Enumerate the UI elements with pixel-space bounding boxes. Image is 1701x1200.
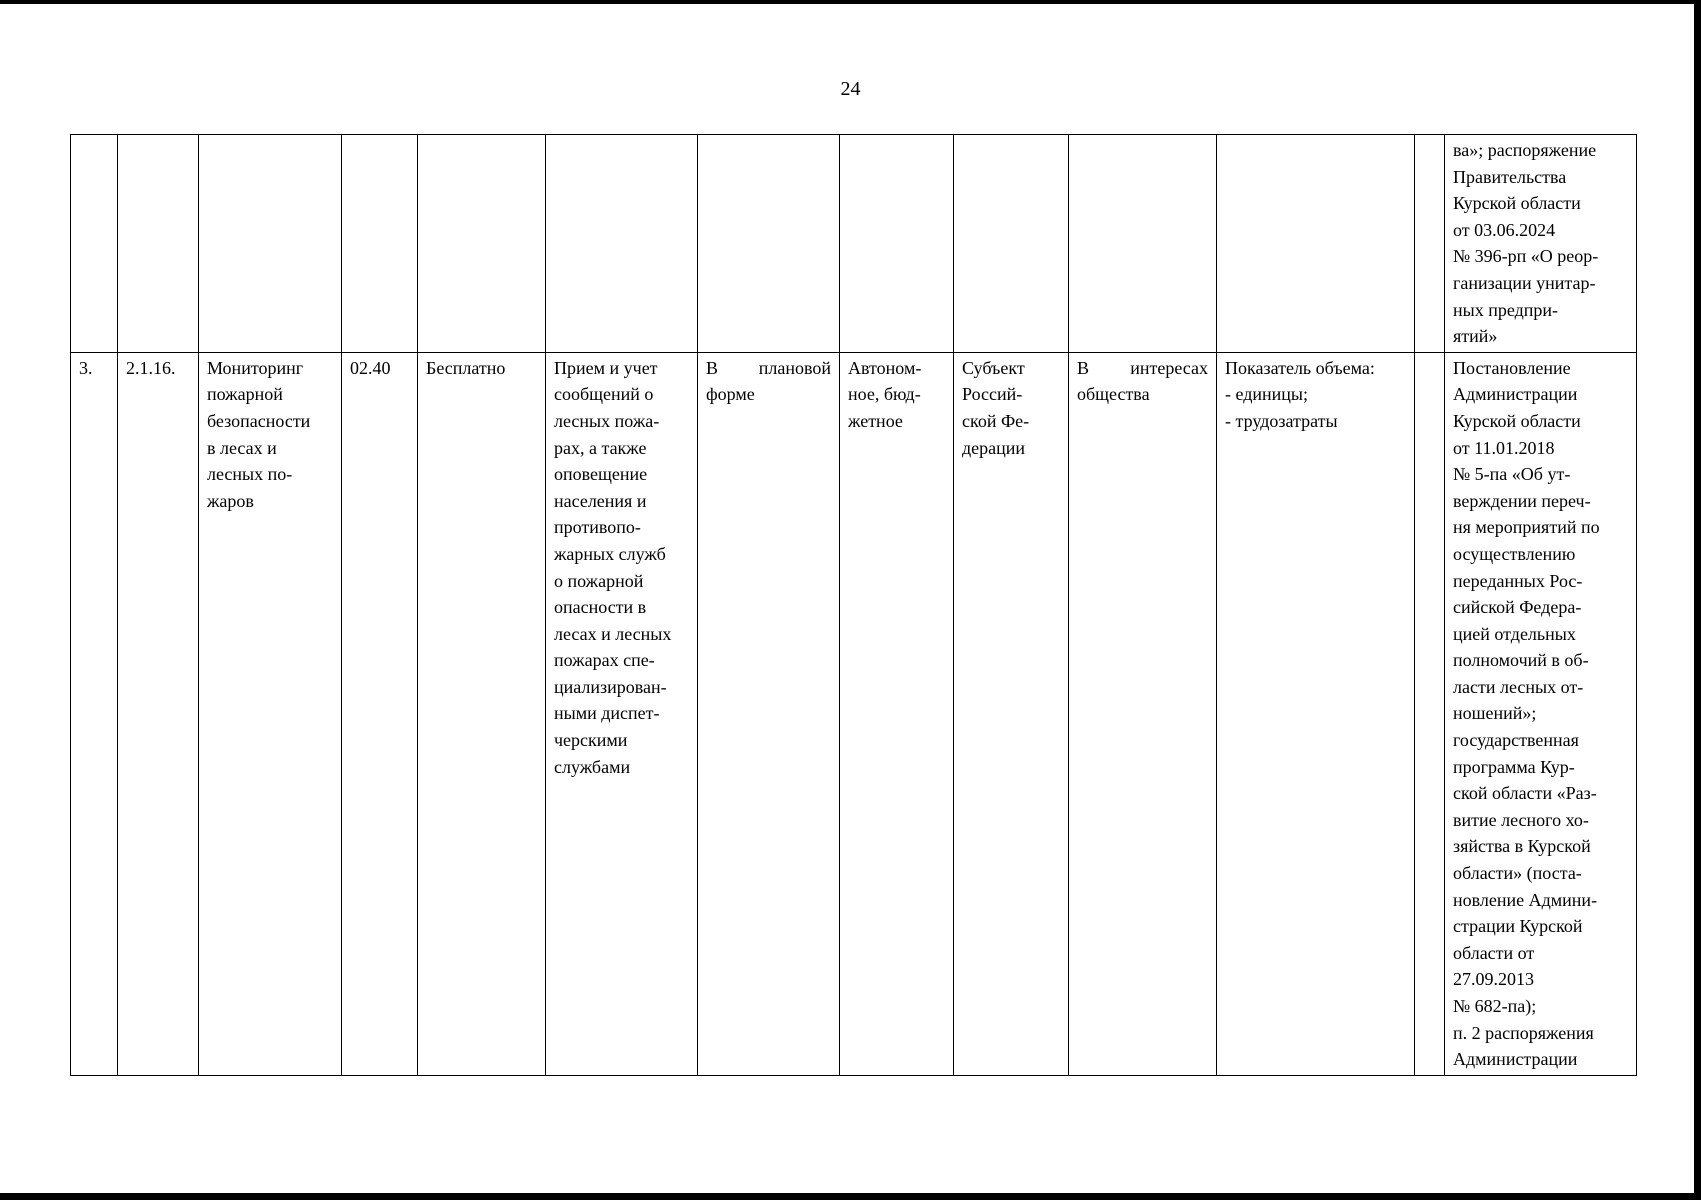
cell-institution-type: Автоном- ное, бюд- жетное	[840, 352, 954, 1075]
table-row-service	[71, 352, 1637, 1075]
cell-empty	[1415, 135, 1445, 353]
cell-payment: Бесплатно	[418, 352, 546, 1075]
cell-empty	[199, 135, 342, 353]
cell-service-code: 2.1.16.	[118, 352, 199, 1075]
cell-service-form-line2: форме	[706, 384, 755, 405]
page-number: 24	[840, 78, 861, 100]
cell-founder: Субъект Россий- ской Фе- дерации	[954, 352, 1069, 1075]
cell-empty	[118, 135, 199, 353]
cell-okved-code: 02.40	[342, 352, 418, 1075]
cell-service-form	[698, 352, 840, 1075]
cell-empty	[954, 135, 1069, 353]
cell-indicator: Показатель объема: - единицы; - трудозатраты	[1217, 352, 1415, 1075]
cell-empty	[418, 135, 546, 353]
cell-row-number: 3.	[71, 352, 118, 1075]
cell-interest-line2: общества	[1077, 384, 1150, 405]
cell-interest	[1069, 352, 1217, 1075]
services-table	[70, 134, 1637, 1076]
cell-extra	[1415, 352, 1445, 1075]
table-row-continuation	[71, 135, 1637, 353]
cell-service-form-line1: В плановой	[706, 357, 831, 378]
cell-legal-basis: Постановление Администрации Курской области от 11.01.2018 № 5-па «Об ут- верждении переч- ня мероприятий по осуществлению переданных Рос- сийской Федера- цией отдельных полномочий в об- ласти лесных от- ношений»; государственная программа Кур- ской области «Раз- витие лесного хо- зяйства в Курской области» (поста- новление Админи- страции Курской области от 27.09.2013 № 682-па); п. 2 распоряжения Администрации	[1445, 352, 1637, 1075]
cell-empty	[342, 135, 418, 353]
cell-service-content: Прием и учет сообщений о лесных пожа- рах, а также оповещение населения и противопо- жарных служб о пожарной опасности в лесах и лесных пожарах спе- циализирован- ными диспет- черскими службами	[546, 352, 698, 1075]
cell-empty	[1217, 135, 1415, 353]
cell-interest-line1: В интересах	[1077, 357, 1208, 378]
cell-empty	[840, 135, 954, 353]
cell-empty	[698, 135, 840, 353]
cell-basis-continuation: ва»; распоряжение Правительства Курской области от 03.06.2024 № 396-рп «О реор- ганизации унитар- ных предпри- ятий»	[1445, 135, 1637, 353]
cell-empty	[546, 135, 698, 353]
cell-empty	[71, 135, 118, 353]
cell-empty	[1069, 135, 1217, 353]
cell-service-name: Мониторинг пожарной безопасности в лесах и лесных по- жаров	[199, 352, 342, 1075]
